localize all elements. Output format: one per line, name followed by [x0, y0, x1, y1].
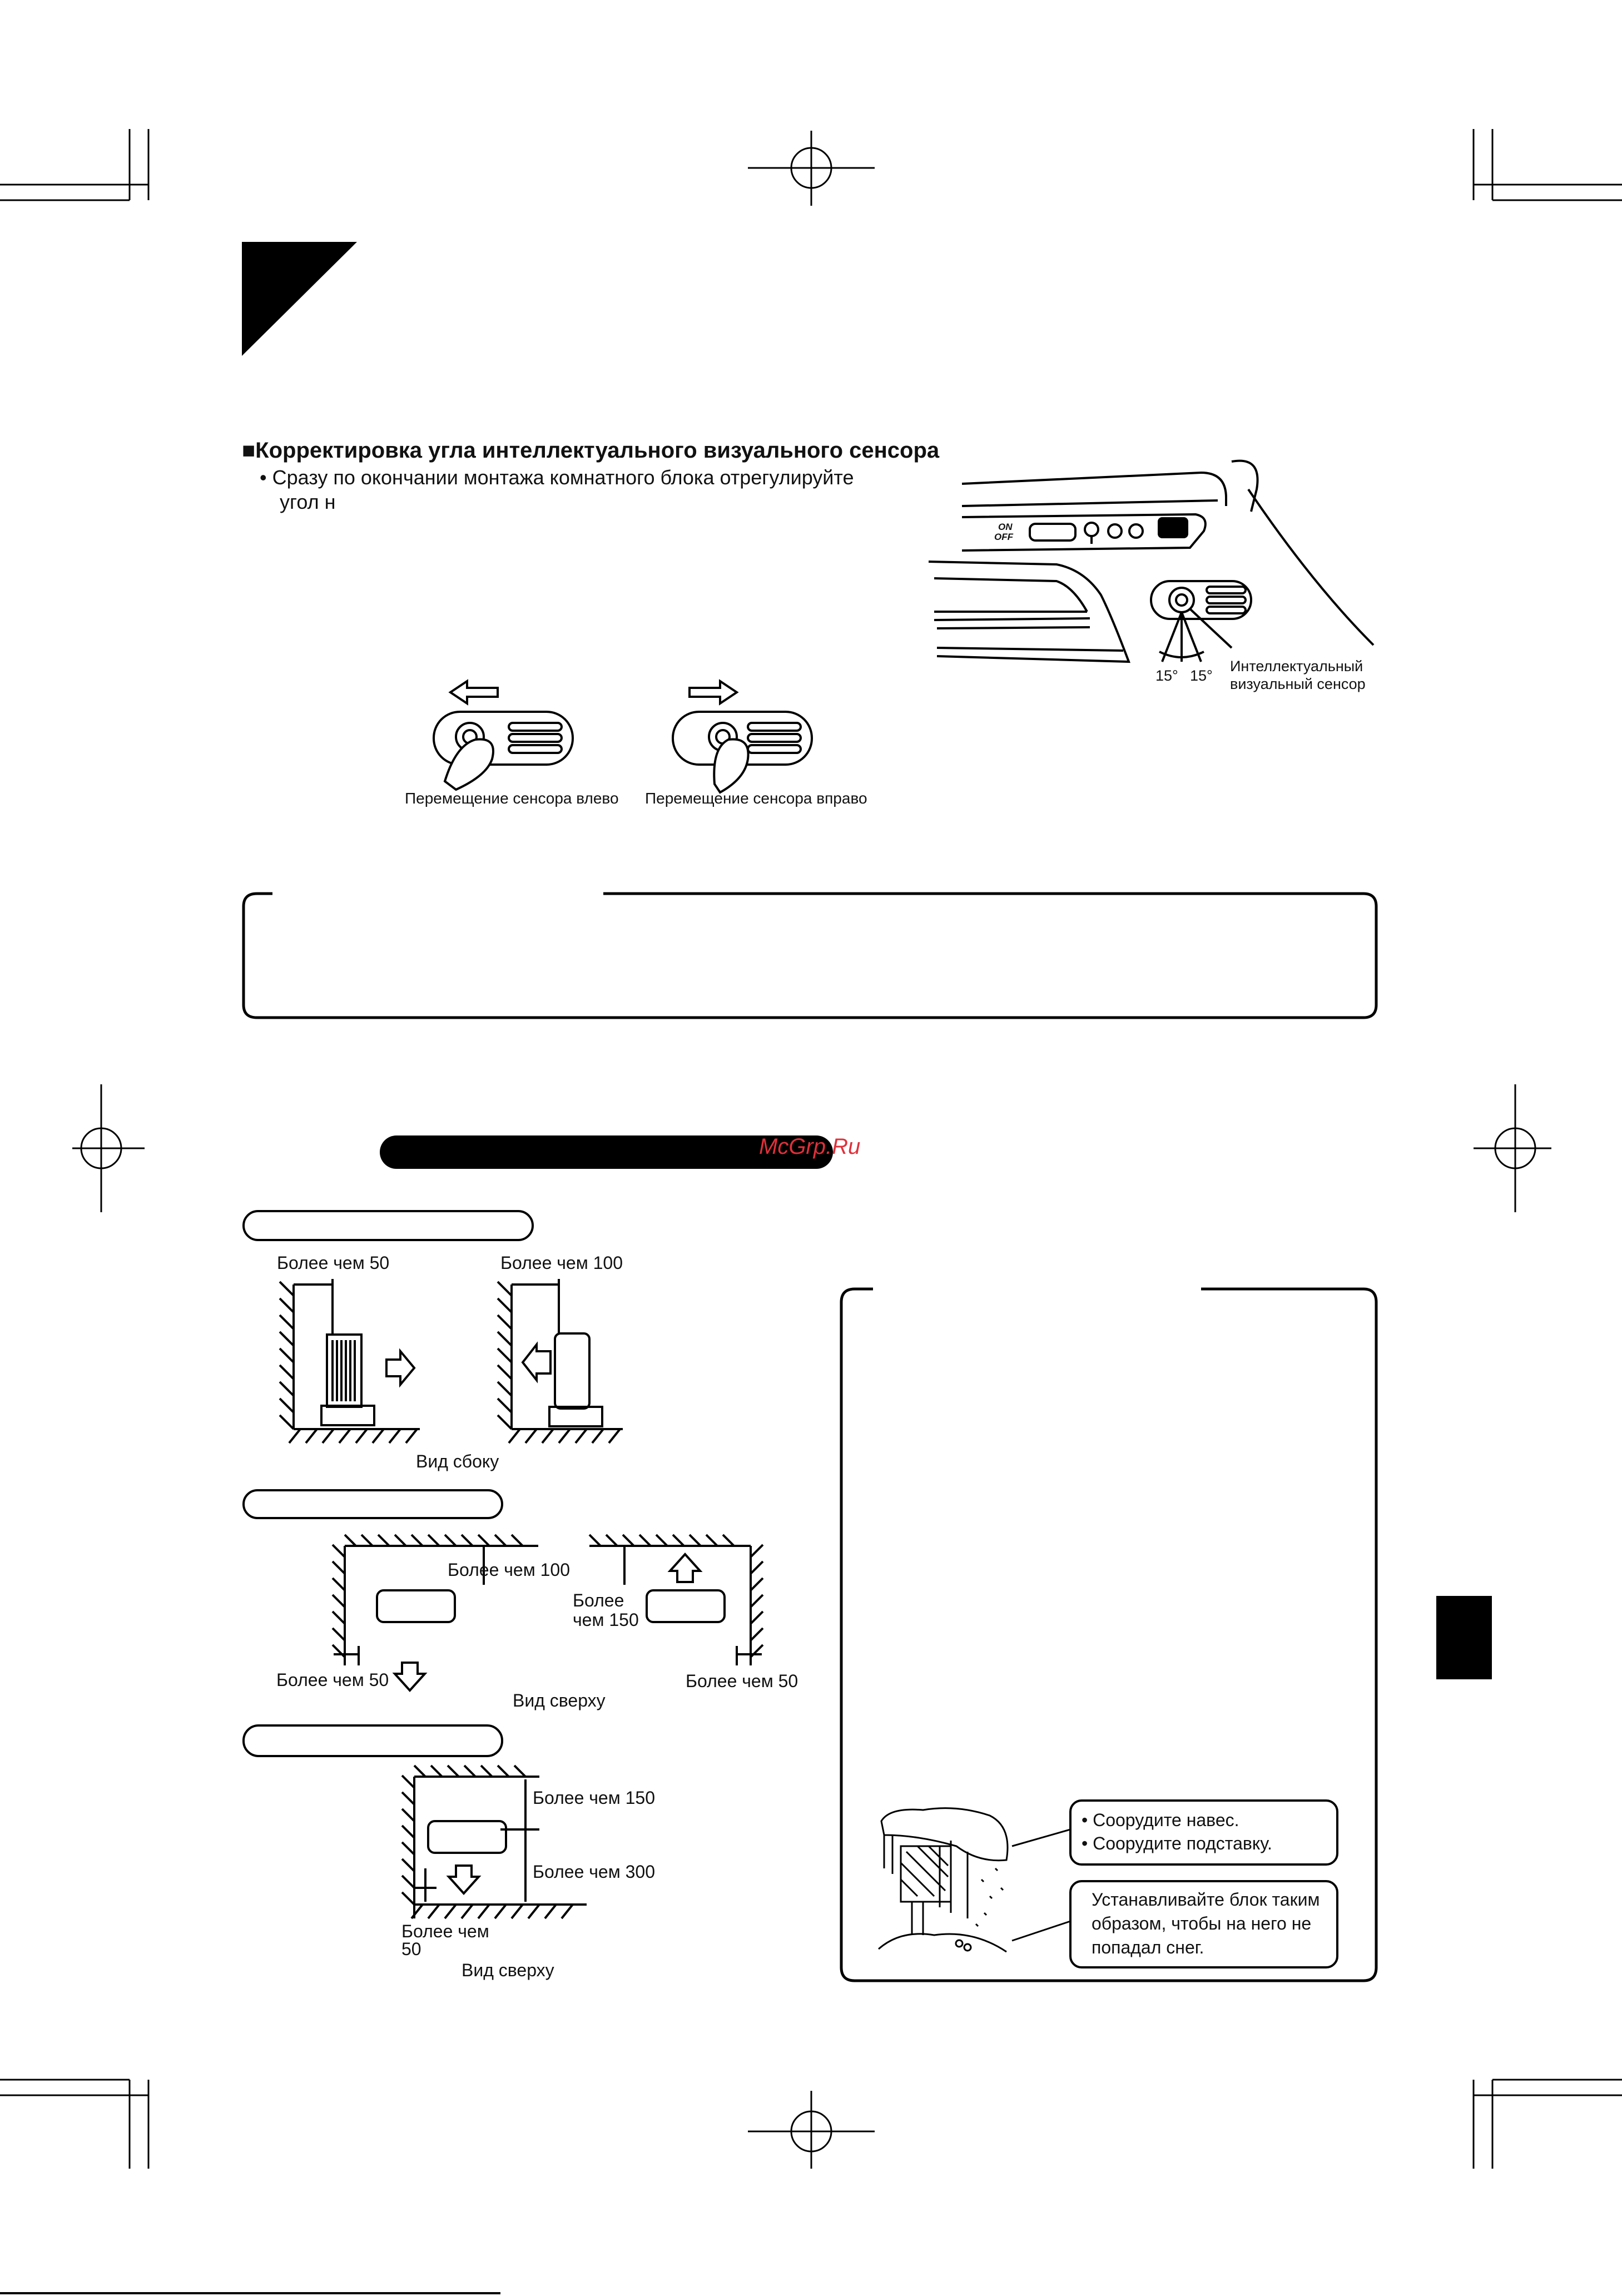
angle-right-label: 15° — [1190, 667, 1213, 684]
top2-label-50-line2: 50 — [401, 1939, 421, 1959]
top1-label-150-line2: чем 150 — [573, 1610, 639, 1630]
side-view-caption: Вид сбоку — [416, 1451, 499, 1471]
top2-caption: Вид сверху — [462, 1960, 554, 1980]
callout2-line1: Устанавливайте блок таким — [1092, 1890, 1320, 1910]
top2-label-300: Более чем 300 — [533, 1862, 655, 1882]
sensor-right-caption: Перемещение сенсора вправо — [645, 790, 867, 807]
callout2-line3: попадал снег. — [1092, 1937, 1204, 1957]
top2-label-150: Более чем 150 — [533, 1788, 655, 1808]
callout1-line1: • Соорудите навес. — [1082, 1810, 1239, 1830]
top1-label-right-50: Более чем 50 — [686, 1671, 798, 1691]
off-label: OFF — [994, 532, 1013, 542]
on-label: ON — [998, 522, 1013, 532]
sensor-left-caption: Перемещение сенсора влево — [405, 790, 619, 807]
top2-label-50-line1: Более чем — [401, 1921, 489, 1941]
section-heading: ■Корректировка угла интеллектуального визуального сенсора — [242, 438, 940, 463]
top1-caption: Вид сверху — [513, 1690, 606, 1710]
side-label-100: Более чем 100 — [500, 1253, 623, 1273]
top1-label-100: Более чем 100 — [448, 1560, 570, 1580]
sensor-label-line1: Интеллектуальный — [1230, 658, 1363, 675]
callout1-line2: • Соорудите подставку. — [1082, 1833, 1272, 1853]
side-tab — [1436, 1596, 1492, 1679]
top1-label-150-line1: Более — [573, 1590, 624, 1610]
section-bullet-continued: угол н — [280, 490, 336, 513]
callout2-line2: образом, чтобы на него не — [1092, 1913, 1312, 1933]
angle-left-label: 15° — [1155, 667, 1178, 684]
top1-label-left-50: Более чем 50 — [276, 1670, 389, 1690]
side-label-50: Более чем 50 — [277, 1253, 390, 1273]
section-bullet: • Сразу по окончании монтажа комнатного блока отрегулируйте — [260, 466, 854, 489]
sensor-label-line2: визуальный сенсор — [1230, 676, 1366, 692]
watermark: McGrp.Ru — [759, 1134, 861, 1159]
